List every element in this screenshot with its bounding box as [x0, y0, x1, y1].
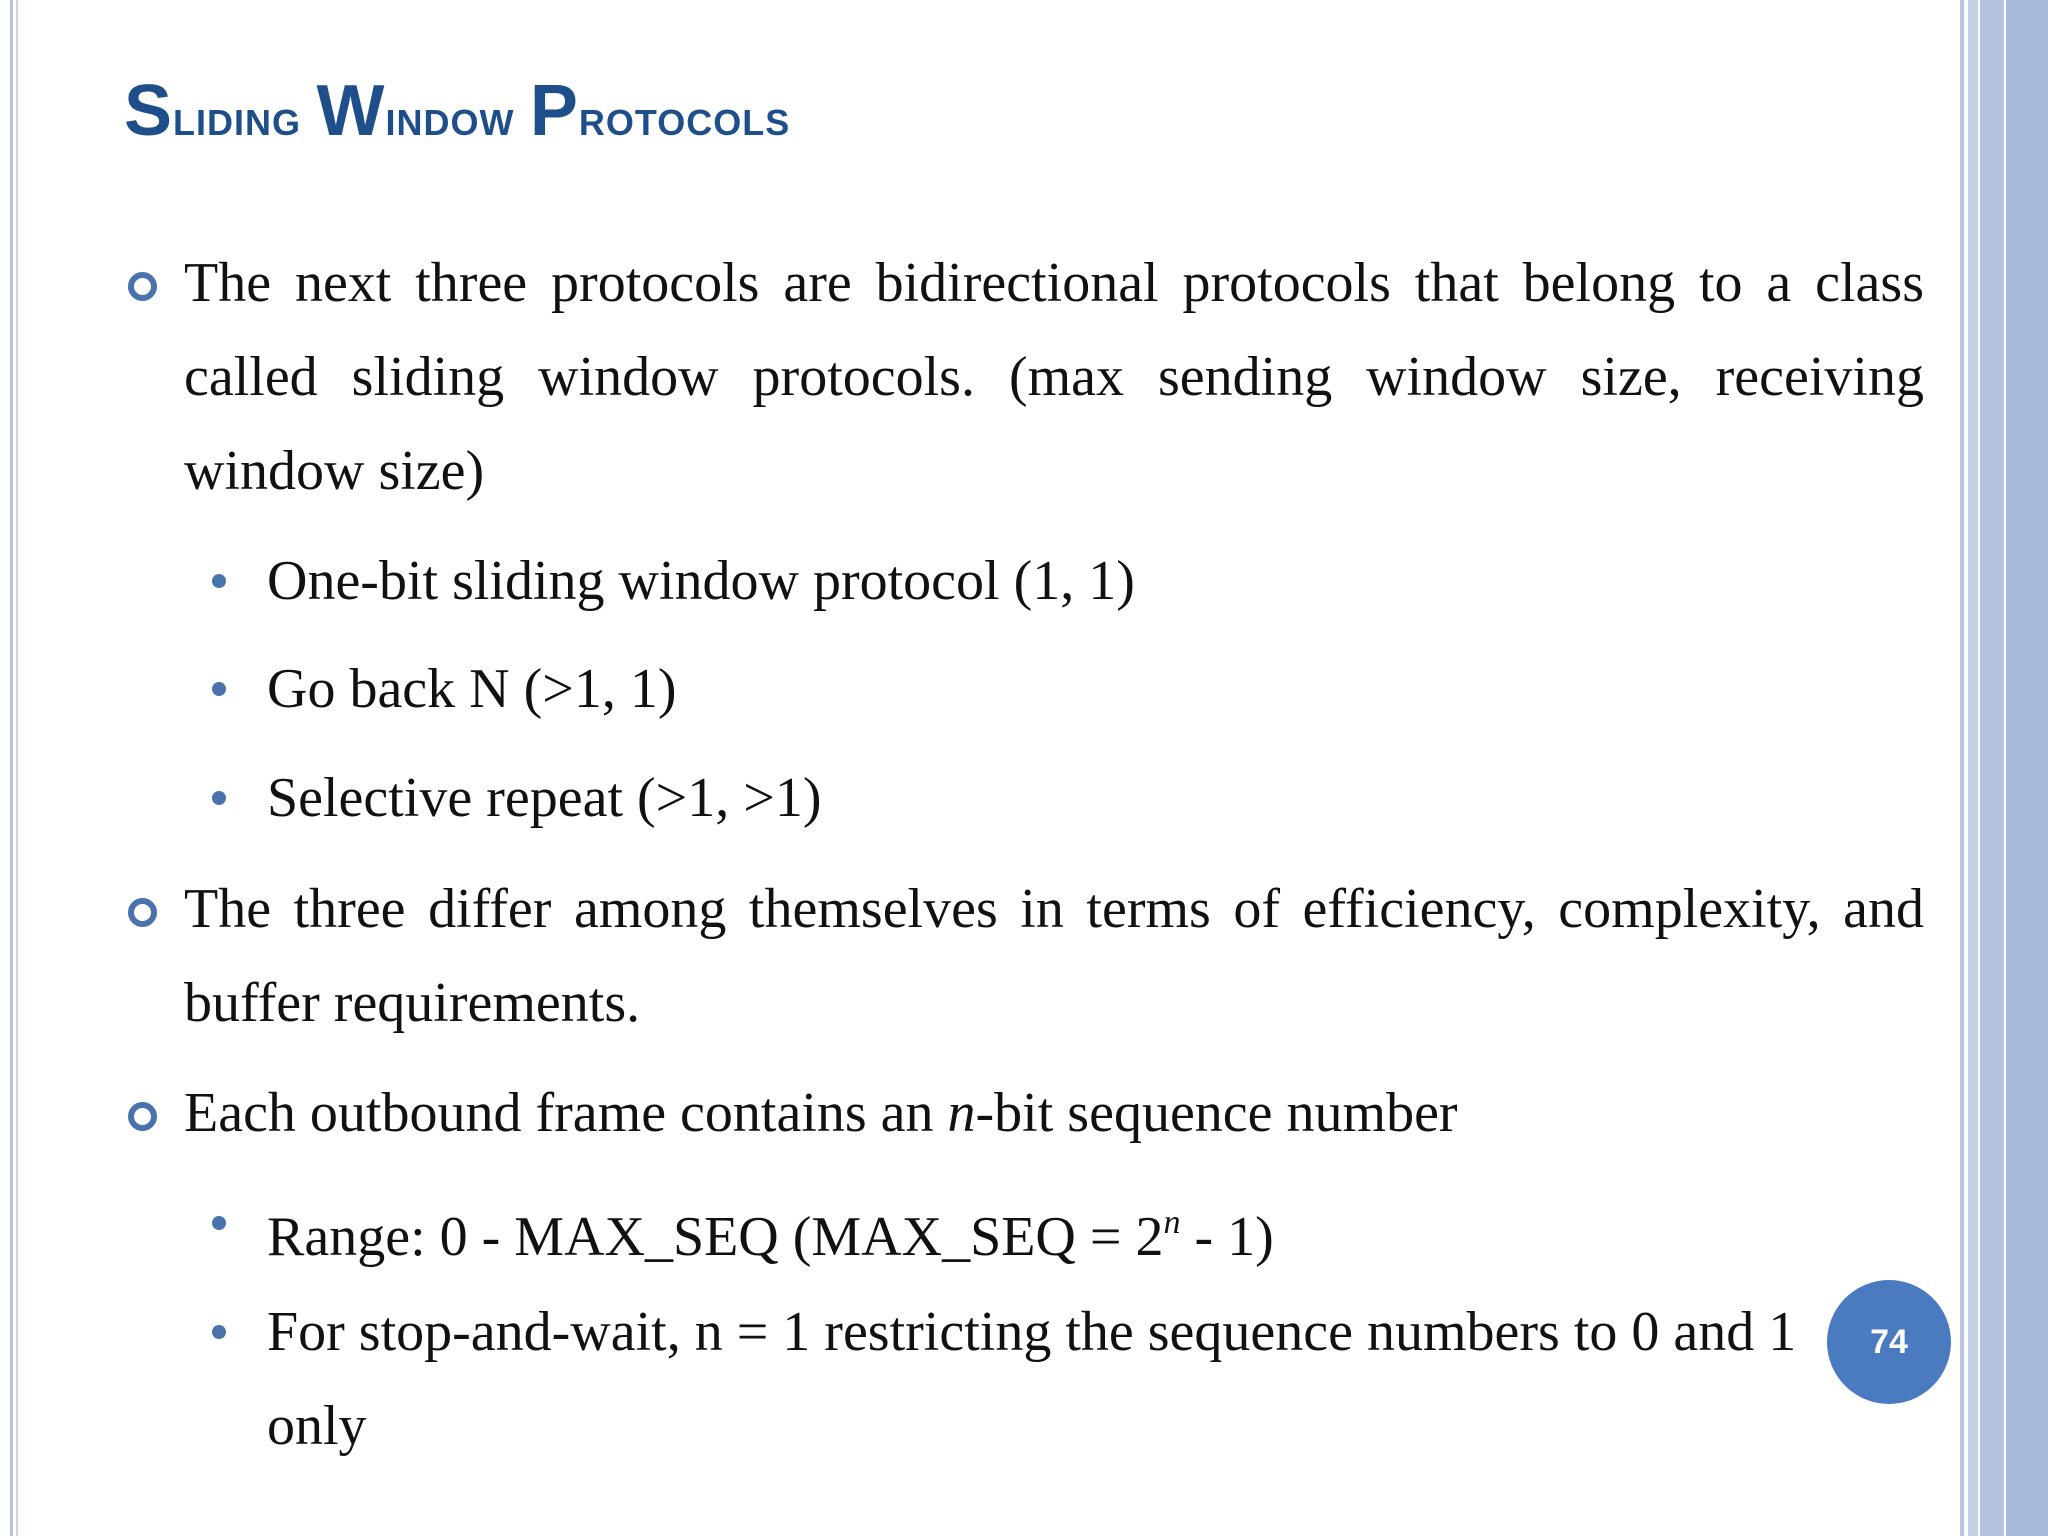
bullet-3-text-before: Each outbound frame contains an	[184, 1082, 948, 1144]
bullet-3-text	[184, 1066, 1924, 1160]
dot-bullet-icon	[212, 682, 226, 696]
ring-bullet-icon	[128, 272, 157, 301]
title-rest-2: indow	[385, 89, 515, 147]
dot-bullet-icon	[212, 1325, 226, 1339]
title-cap-3: P	[529, 71, 579, 151]
dot-bullet-icon	[212, 574, 226, 588]
sub-bullet-2: Go back N (>1, 1)	[267, 658, 677, 720]
sub-bullet-1: One-bit sliding window protocol (1, 1)	[267, 550, 1135, 612]
sub-bullet-range	[267, 1176, 1274, 1284]
bullet-3-text-after: -bit sequence number	[975, 1082, 1458, 1144]
title-rest-3: rotocols	[578, 89, 791, 147]
dot-bullet-icon	[212, 1216, 226, 1230]
bullet-2-text: The three differ among themselves in terms of efficiency, complexity, and buffer requirements.	[184, 878, 1924, 1034]
range-superscript-n: n	[1163, 1204, 1181, 1241]
ring-bullet-icon	[128, 898, 157, 927]
sub-bullet-stop-and-wait	[267, 1285, 1827, 1473]
stop-wait-italic-n: n	[694, 1301, 723, 1363]
title-cap-2: W	[316, 71, 386, 151]
sub-bullet-3: Selective repeat (>1, >1)	[267, 767, 822, 829]
page-number-badge: 74	[1827, 1280, 1951, 1404]
stop-wait-text-after: = 1 restricting the sequence numbers to 0 and 1 only	[267, 1301, 1797, 1457]
bullet-1-text: The next three protocols are bidirectional protocols that belong to a class called sliding window protocols. (max sending window size, receiving window size)	[184, 252, 1924, 502]
ring-bullet-icon	[128, 1102, 157, 1131]
range-text-after: - 1)	[1180, 1206, 1274, 1268]
stop-wait-text-before: For stop-and-wait,	[267, 1301, 695, 1363]
dot-bullet-icon	[212, 791, 226, 805]
title-cap-1: S	[124, 71, 174, 151]
range-text-before: Range: 0 - MAX_SEQ (MAX_SEQ = 2	[267, 1206, 1164, 1268]
bullet-3-italic-n: n	[947, 1082, 976, 1144]
title-rest-1: liding	[173, 89, 302, 147]
